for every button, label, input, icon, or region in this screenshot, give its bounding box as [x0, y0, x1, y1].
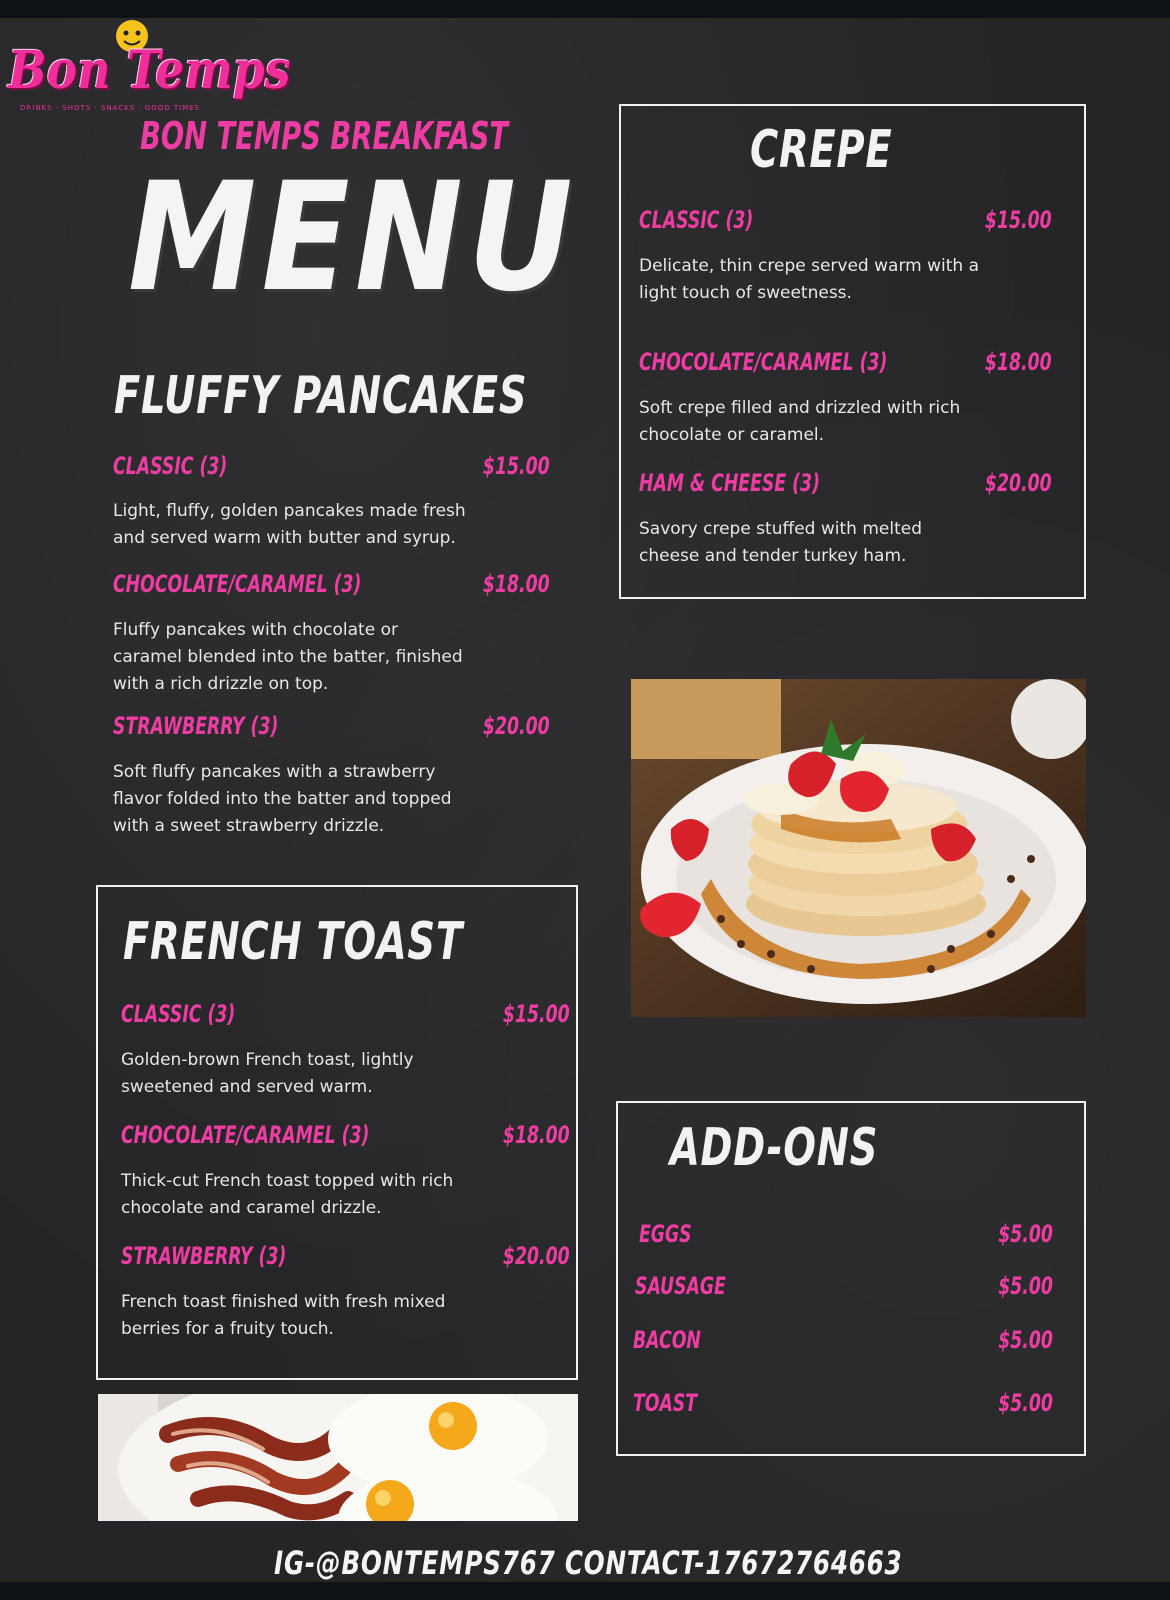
pancakes-item-name: STRAWBERRY (3)	[113, 712, 279, 740]
french-toast-item-price: $20.00	[503, 1242, 570, 1270]
desc-line: with a rich drizzle on top.	[113, 674, 329, 694]
crepe-item-name: CLASSIC (3)	[639, 206, 754, 234]
logo	[4, 18, 291, 118]
desc-line: French toast finished with fresh mixed	[121, 1292, 446, 1312]
addon-item-price: $5.00	[998, 1220, 1053, 1248]
pancakes-item-price: $20.00	[483, 712, 550, 740]
addon-item-name: BACON	[633, 1326, 701, 1354]
addon-item-price: $5.00	[998, 1272, 1053, 1300]
crepe-item-name: HAM & CHEESE (3)	[639, 469, 820, 497]
desc-line: chocolate or caramel.	[639, 425, 825, 445]
addon-item-price: $5.00	[998, 1389, 1053, 1417]
french-toast-heading: FRENCH TOAST	[123, 912, 463, 972]
menu-title: MENU	[128, 151, 578, 325]
addon-item-price: $5.00	[998, 1326, 1053, 1354]
addon-item-name: EGGS	[639, 1220, 692, 1248]
desc-line: flavor folded into the batter and topped	[113, 789, 452, 809]
pancakes-item-desc	[113, 617, 463, 698]
desc-line: berries for a fruity touch.	[121, 1319, 334, 1339]
footer-contact: IG-@BONTEMPS767 CONTACT-17672764663	[274, 1544, 903, 1582]
pancakes-item-desc	[113, 498, 466, 552]
crepe-heading: CREPE	[750, 120, 893, 180]
crepe-item-desc	[639, 395, 960, 449]
french-toast-item-price: $15.00	[503, 1000, 570, 1028]
desc-line: Light, fluffy, golden pancakes made fresh	[113, 501, 466, 521]
desc-line: with a sweet strawberry drizzle.	[113, 816, 385, 836]
french-toast-item-price: $18.00	[503, 1121, 570, 1149]
addon-item-name: TOAST	[633, 1389, 698, 1417]
french-toast-item-desc	[121, 1047, 414, 1101]
desc-line: Fluffy pancakes with chocolate or	[113, 620, 398, 640]
french-toast-item-desc	[121, 1289, 445, 1343]
desc-line: and served warm with butter and syrup.	[113, 528, 456, 548]
pancake-photo	[631, 679, 1086, 1017]
pancakes-heading: FLUFFY PANCAKES	[114, 366, 528, 426]
desc-line: sweetened and served warm.	[121, 1077, 373, 1097]
menu-subtitle: BON TEMPS BREAKFAST	[140, 114, 509, 158]
desc-line: caramel blended into the batter, finished	[113, 647, 463, 667]
french-toast-item-name: CLASSIC (3)	[121, 1000, 236, 1028]
crepe-item-price: $15.00	[985, 206, 1052, 234]
pancakes-item-name: CHOCOLATE/CARAMEL (3)	[113, 570, 362, 598]
pancakes-item-price: $15.00	[483, 452, 550, 480]
french-toast-item-desc	[121, 1168, 453, 1222]
crepe-item-price: $18.00	[985, 348, 1052, 376]
pancakes-item-price: $18.00	[483, 570, 550, 598]
desc-line: Savory crepe stuffed with melted	[639, 519, 922, 539]
desc-line: Thick-cut French toast topped with rich	[121, 1171, 454, 1191]
pancakes-item-desc	[113, 759, 451, 840]
crepe-item-price: $20.00	[985, 469, 1052, 497]
desc-line: light touch of sweetness.	[639, 283, 852, 303]
french-toast-item-name: STRAWBERRY (3)	[121, 1242, 287, 1270]
logo-text: Bon Temps	[8, 40, 291, 101]
bacon-eggs-image	[98, 1394, 578, 1521]
french-toast-item-name: CHOCOLATE/CARAMEL (3)	[121, 1121, 370, 1149]
desc-line: Golden-brown French toast, lightly	[121, 1050, 414, 1070]
pancakes-item-name: CLASSIC (3)	[113, 452, 228, 480]
crepe-item-desc	[639, 253, 979, 307]
bacon-eggs-photo	[98, 1394, 578, 1521]
desc-line: Delicate, thin crepe served warm with a	[639, 256, 979, 276]
logo-tagline: DRINKS · SHOTS · SNACKS · GOOD TIMES	[20, 104, 201, 112]
pancake-stack-image	[631, 679, 1086, 1017]
desc-line: cheese and tender turkey ham.	[639, 546, 907, 566]
desc-line: chocolate and caramel drizzle.	[121, 1198, 382, 1218]
bottom-bar	[0, 1582, 1170, 1600]
top-bar	[0, 0, 1170, 18]
crepe-item-desc	[639, 516, 922, 570]
desc-line: Soft fluffy pancakes with a strawberry	[113, 762, 436, 782]
addons-heading: ADD-ONS	[670, 1118, 879, 1178]
addon-item-name: SAUSAGE	[635, 1272, 726, 1300]
crepe-item-name: CHOCOLATE/CARAMEL (3)	[639, 348, 888, 376]
desc-line: Soft crepe filled and drizzled with rich	[639, 398, 961, 418]
